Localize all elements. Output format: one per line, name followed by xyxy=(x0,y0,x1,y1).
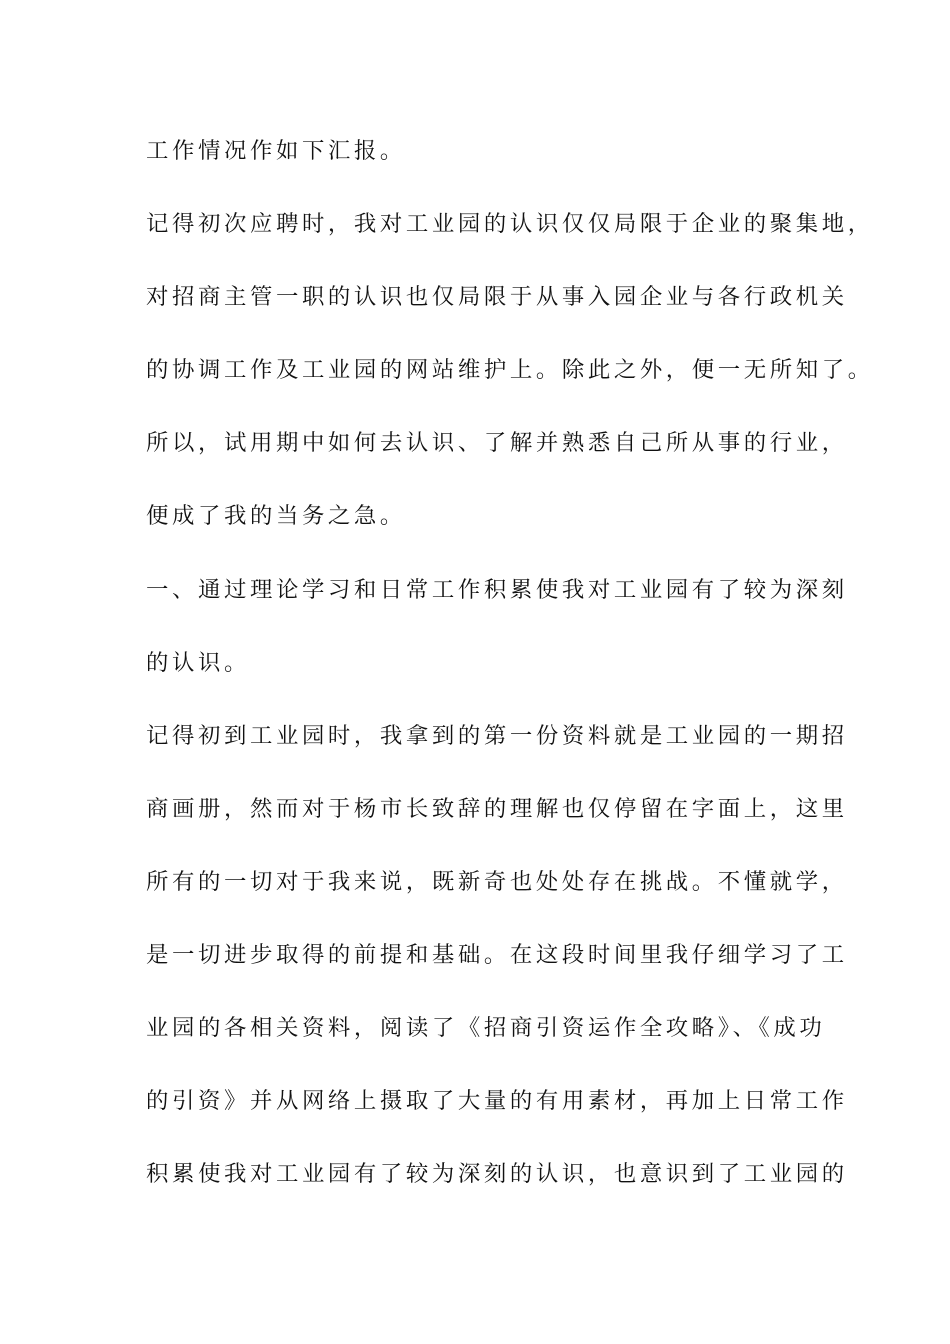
section-heading-line: 的认识。 xyxy=(146,649,250,676)
text-line: 便成了我的当务之急。 xyxy=(146,503,406,530)
text-line: 的引资》并从网络上摄取了大量的有用素材，再加上日常工作 xyxy=(146,1088,848,1115)
text-line: 商画册，然而对于杨市长致辞的理解也仅停留在字面上，这里 xyxy=(146,795,848,822)
text-line: 积累使我对工业园有了较为深刻的认识，也意识到了工业园的 xyxy=(146,1161,848,1188)
text-line: 所以，试用期中如何去认识、了解并熟悉自己所从事的行业， xyxy=(146,430,848,457)
text-line: 工作情况作如下汇报。 xyxy=(146,138,406,164)
text-line: 记得初次应聘时，我对工业园的认识仅仅局限于企业的聚集地， xyxy=(146,211,874,238)
text-line: 对招商主管一职的认识也仅局限于从事入园企业与各行政机关 xyxy=(146,284,848,311)
document-body xyxy=(146,131,874,1227)
text-line: 所有的一切对于我来说，既新奇也处处存在挑战。不懂就学， xyxy=(146,868,848,895)
text-line: 业园的各相关资料，阅读了《招商引资运作全攻略》、《成功 xyxy=(146,1015,826,1042)
section-heading-line: 一、通过理论学习和日常工作积累使我对工业园有了较为深刻 xyxy=(146,576,848,603)
text-line: 是一切进步取得的前提和基础。在这段时间里我仔细学习了工 xyxy=(146,942,848,969)
text-line: 记得初到工业园时，我拿到的第一份资料就是工业园的一期招 xyxy=(146,722,848,749)
text-line: 的协调工作及工业园的网站维护上。除此之外，便一无所知了。 xyxy=(146,357,874,384)
